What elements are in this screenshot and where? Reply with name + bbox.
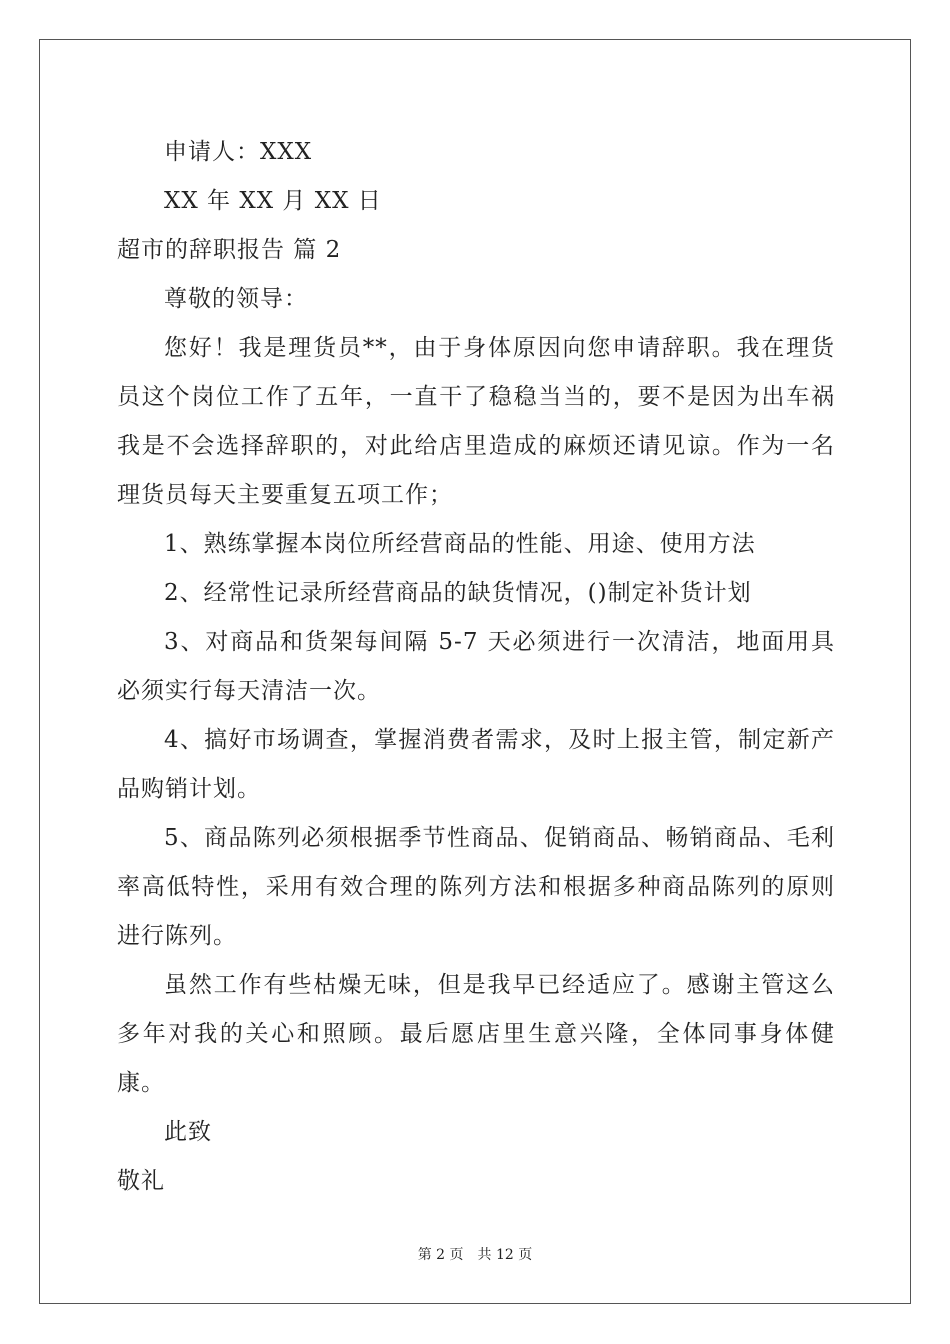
list-item: 5、商品陈列必须根据季节性商品、促销商品、畅销商品、毛利率高低特性，采用有效合理的陈列方法和根据多种商品陈列的原则进行陈列。 (117, 825, 835, 949)
regards-line: 敬礼 (117, 1168, 165, 1194)
page-total: 共 12 页 (477, 1247, 533, 1263)
paragraph: 您好！我是理货员**，由于身体原因向您申请辞职。我在理货员这个岗位工作了五年，一直干了稳稳当当的，要不是因为出车祸我是不会选择辞职的，对此给店里造成的麻烦还请见谅。作为一名理货员每天主要重复五项工作； (117, 335, 835, 508)
list-item: 2、经常性记录所经营商品的缺货情况，()制定补货计划 (164, 580, 752, 606)
page-footer (0, 1244, 950, 1264)
document-body (117, 128, 835, 1206)
date-line: XX 年 XX 月 XX 日 (164, 188, 382, 214)
list-item: 4、搞好市场调查，掌握消费者需求，及时上报主管，制定新产品购销计划。 (117, 727, 835, 802)
salutation: 尊敬的领导： (164, 286, 308, 312)
list-item: 3、对商品和货架每间隔 5-7 天必须进行一次清洁，地面用具必须实行每天清洁一次。 (117, 629, 835, 704)
section-title: 超市的辞职报告 篇 2 (117, 237, 342, 263)
closing-line: 此致 (164, 1119, 212, 1145)
applicant-line: 申请人：XXX (164, 139, 313, 165)
paragraph: 虽然工作有些枯燥无味，但是我早已经适应了。感谢主管这么多年对我的关心和照顾。最后愿店里生意兴隆，全体同事身体健康。 (117, 972, 835, 1096)
page-number: 第 2 页 (417, 1247, 464, 1263)
list-item: 1、熟练掌握本岗位所经营商品的性能、用途、使用方法 (164, 531, 756, 557)
